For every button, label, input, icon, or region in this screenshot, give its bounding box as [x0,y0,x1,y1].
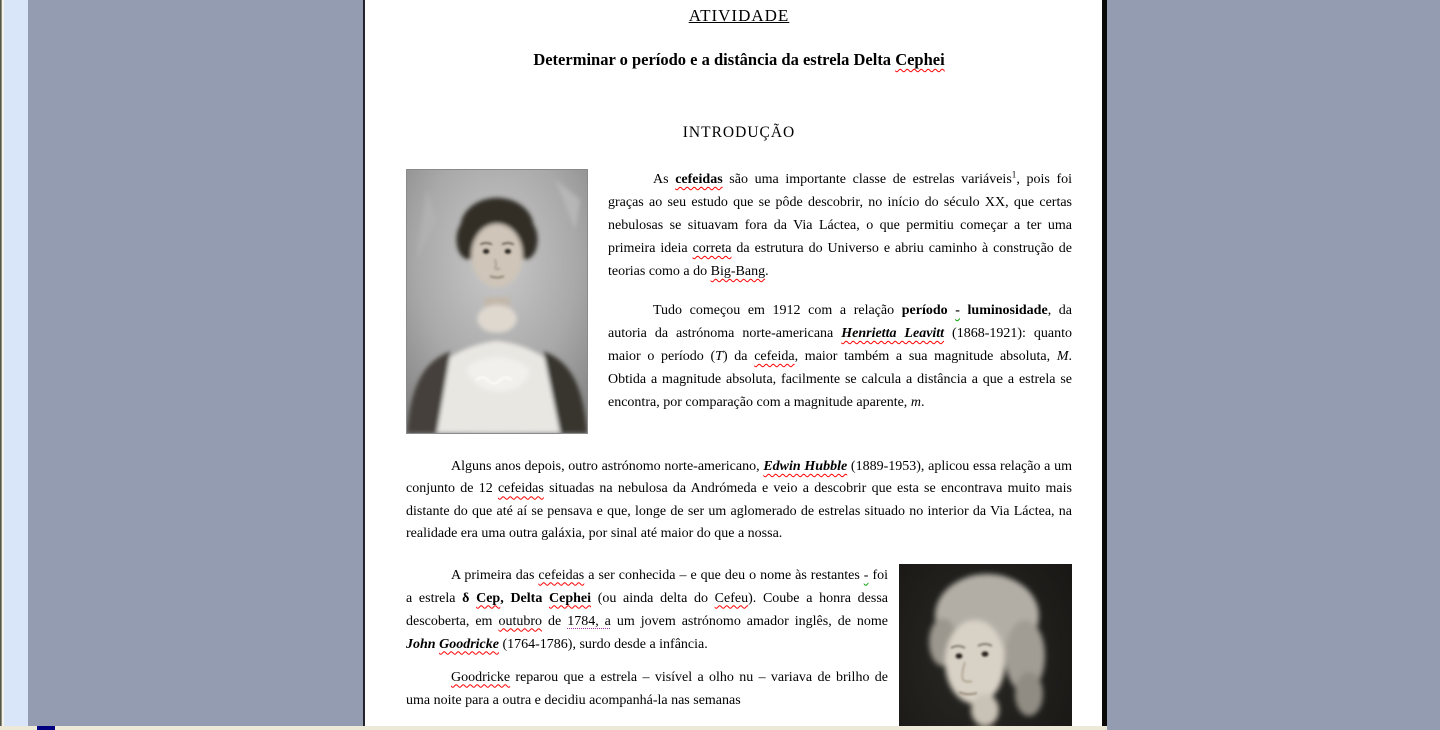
henrietta-leavitt-photo[interactable] [406,169,588,434]
paragraph-cefeidas-intro[interactable]: As cefeidas são uma importante classe de estrelas variáveis$^1$, pois foi graças ao seu estudo que se pôde descobrir, no início do século XX, que certas nebulosas se situavam fora da Via Láctea, o que permitiu começar a ter uma primeira ideia correta da estrutura do Universo e abriu caminho à construção de teorias como a do Big-Bang. [608,169,1072,279]
intro-block-with-leavitt-photo [406,168,1072,438]
bottom-edge-strip [0,726,1107,730]
paragraph-goodricke-observes[interactable]: Goodricke reparou que a estrela – visível a olho nu – variava de brilho de uma noite para a outra e decidiu acompanhá-la nas semanas [406,669,888,708]
document-subtitle[interactable]: Determinar o período e a distância da estrela Delta Cephei [533,50,945,69]
section-heading-introducao[interactable]: INTRODUÇÃO [682,124,796,141]
taskbar-peek-chip[interactable] [37,726,55,730]
paragraph-hubble-andromeda[interactable]: Alguns anos depois, outro astrónomo norte-americano, Edwin Hubble (1889-1953), aplicou essa relação a um conjunto de 12 cefeidas situadas na nebulosa da Andrómeda e veio a descobrir que esta se encontrava muito mais distante do que até aí se pensava e que, longe de ser um aglomerado de estrelas situado no interior da Via Láctea, na realidade era uma outra galáxia, por sinal até maior do que a nossa. [406,459,1072,542]
document-page[interactable] [363,0,1102,730]
goodricke-portrait-graphic [899,564,1072,730]
paragraph-delta-cephei-goodricke[interactable]: A primeira das cefeidas a ser conhecida – e que deu o nome às restantes - foi a estrela δ Cep, Delta Cephei (ou ainda delta do Cefeu). Coube a honra dessa descoberta, em outubro de 1784, a um jovem astrónomo amador inglês, de nome John Goodricke (1764-1786), surdo desde a infância. [406,567,889,652]
paragraph-leavitt-1912[interactable]: Tudo começou em 1912 com a relação período - luminosidade, da autoria da astrónoma norte-americana Henrietta Leavitt (1868-1921): quanto maior o período (T) da cefeida, maior também a sua magnitude absoluta, M. Obtida a magnitude absoluta, facilmente se calcula a distância a que a estrela se encontra, por comparação com a magnitude aparente, m. [608,303,1073,410]
left-panel-strip [4,0,28,730]
leavitt-portrait-graphic [407,170,587,433]
document-title[interactable]: ATIVIDADE [688,6,790,25]
block-with-goodricke-photo [406,564,1072,730]
page-drop-shadow [1102,0,1107,730]
john-goodricke-photo[interactable] [899,564,1072,730]
document-text-column [406,0,1072,730]
